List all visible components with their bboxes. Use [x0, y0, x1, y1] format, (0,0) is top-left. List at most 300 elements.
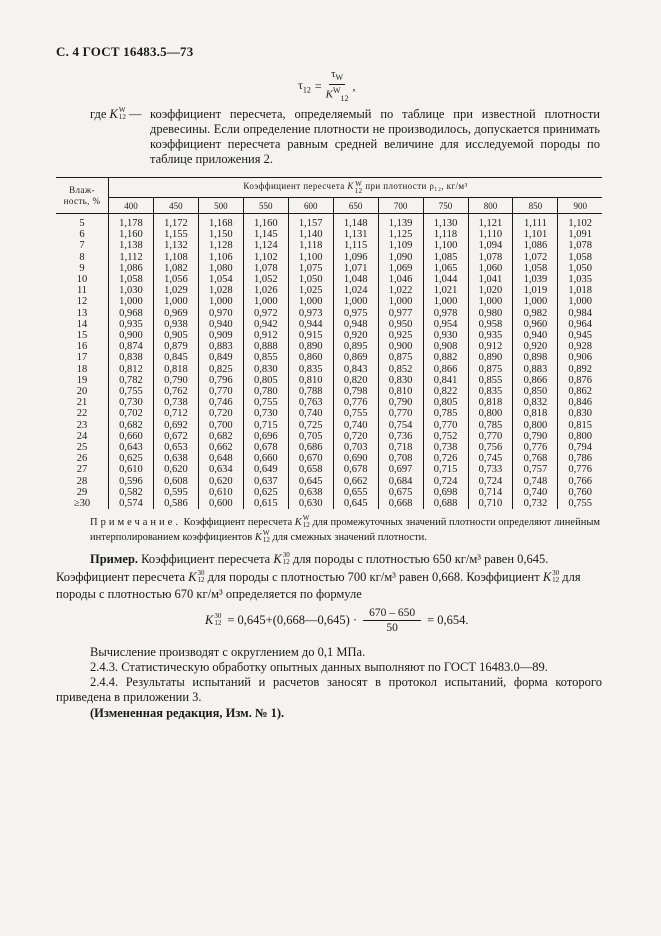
coefficient-cell: 0,805 — [243, 375, 288, 386]
page-header: С. 4 ГОСТ 16483.5—73 — [56, 44, 194, 59]
coefficient-cell: 0,796 — [198, 375, 243, 386]
humidity-cell: 14 — [76, 318, 88, 330]
coefficient-cell: 1,041 — [468, 274, 513, 285]
humidity-cell: 23 — [76, 419, 88, 431]
coefficient-cell: 1,029 — [153, 285, 198, 296]
coefficient-cell: 0,830 — [378, 375, 423, 386]
coefficient-cell: 0,720 — [333, 431, 378, 442]
coefficient-cell: 0,625 — [109, 453, 154, 464]
coefficient-cell: 1,000 — [423, 296, 468, 307]
coefficient-cell: 0,866 — [423, 364, 468, 375]
coefficient-cell: 0,662 — [333, 476, 378, 487]
coefficient-cell: 1,000 — [243, 296, 288, 307]
humidity-cell: 25 — [76, 442, 88, 454]
formula-fraction: $\frac{\tau_W}{K^W_{12}}$ — [325, 68, 349, 104]
coefficient-cell: 0,780 — [243, 386, 288, 397]
coefficient-cell: 0,655 — [333, 487, 378, 498]
coefficient-cell: 0,705 — [288, 431, 333, 442]
coefficient-cell: 1,020 — [468, 285, 513, 296]
density-column-header: 400 — [109, 198, 154, 214]
coefficient-cell: 1,065 — [423, 263, 468, 274]
table-row — [56, 263, 602, 274]
coefficient-cell: 1,072 — [513, 252, 558, 263]
coefficient-cell: 0,686 — [288, 442, 333, 453]
coefficient-cell: 1,132 — [153, 240, 198, 251]
coefficient-cell: 0,879 — [153, 341, 198, 352]
coefficient-cell: 0,610 — [198, 487, 243, 498]
coefficient-cell: 0,662 — [198, 442, 243, 453]
coefficient-cell: 0,954 — [423, 319, 468, 330]
coefficient-cell: 1,086 — [109, 263, 154, 274]
coefficient-cell: 1,160 — [109, 229, 154, 240]
table-row — [56, 341, 602, 352]
table-row — [56, 364, 602, 375]
coefficient-cell: 0,786 — [558, 453, 602, 464]
coefficient-cell: 1,050 — [558, 263, 602, 274]
coefficient-cell: 0,869 — [333, 352, 378, 363]
coefficient-cell: 1,060 — [468, 263, 513, 274]
coefficient-cell: 0,660 — [243, 453, 288, 464]
coefficient-cell: 0,730 — [109, 397, 154, 408]
coefficient-cell: 0,684 — [378, 476, 423, 487]
coefficient-cell: 0,712 — [153, 408, 198, 419]
amendment-note: (Измененная редакция, Изм. № 1). — [90, 706, 285, 720]
coefficient-cell: 0,982 — [513, 308, 558, 319]
formula-lhs: $\tau_{12}$ — [298, 78, 311, 95]
coefficient-cell: 1,056 — [153, 274, 198, 285]
coefficient-cell: 1,082 — [153, 263, 198, 274]
humidity-cell: 22 — [76, 408, 88, 420]
coefficient-cell: 1,138 — [109, 240, 154, 251]
coefficient-cell: 0,855 — [468, 375, 513, 386]
coefficient-cell: 0,940 — [513, 330, 558, 341]
humidity-cell: 27 — [76, 464, 88, 476]
coefficient-cell: 0,714 — [468, 487, 513, 498]
coefficient-cell: 0,682 — [109, 420, 154, 431]
coefficient-cell: 0,696 — [243, 431, 288, 442]
coefficient-cell: 0,925 — [378, 330, 423, 341]
coefficient-cell: 1,131 — [333, 229, 378, 240]
coefficient-cell: 0,900 — [109, 330, 154, 341]
coefficient-cell: 0,702 — [109, 408, 154, 419]
coefficient-cell: 1,048 — [333, 274, 378, 285]
coefficient-cell: 0,883 — [513, 364, 558, 375]
density-column-header: 750 — [423, 198, 468, 214]
coefficient-cell: 1,018 — [558, 285, 602, 296]
coefficient-cell: 0,658 — [288, 464, 333, 475]
coefficient-cell: 0,755 — [243, 397, 288, 408]
coefficient-cell: 1,000 — [153, 296, 198, 307]
formula-tau: $\tau_{12}$ = $\frac{\tau_W}{K^W_{12}}$ , — [298, 68, 356, 104]
density-column-header: 800 — [468, 198, 513, 214]
coefficient-cell: 0,668 — [378, 498, 423, 509]
coefficient-cell: 0,794 — [558, 442, 602, 453]
coefficient-cell: 0,638 — [288, 487, 333, 498]
coefficient-cell: 1,078 — [558, 240, 602, 251]
coefficient-cell: 1,124 — [243, 240, 288, 251]
humidity-cell: 12 — [76, 296, 88, 308]
coefficient-cell: 0,726 — [423, 453, 468, 464]
example-line-1: Пример. Коэффициент пересчета K 30 12 для породы с плотностью 650 кг/м³ равен 0,645. — [90, 551, 549, 566]
table-row — [56, 464, 602, 475]
humidity-cell: ≥30 — [73, 498, 91, 510]
humidity-cell: 26 — [76, 453, 88, 465]
coefficient-cell: 1,000 — [558, 296, 602, 307]
humidity-cell: 17 — [76, 352, 88, 364]
humidity-cell: 5 — [79, 218, 85, 229]
humidity-cell: 21 — [76, 397, 88, 409]
coefficient-cell: 1,140 — [288, 229, 333, 240]
coefficient-cell: 1,100 — [423, 240, 468, 251]
clause-2-4-3: 2.4.3. Статистическую обработку опытных данных выполняют по ГОСТ 16483.0—89. — [90, 660, 548, 674]
coefficient-cell: 0,968 — [109, 308, 154, 319]
coefficient-cell: 0,740 — [333, 420, 378, 431]
coefficient-cell: 0,909 — [198, 330, 243, 341]
coefficient-cell: 0,818 — [468, 397, 513, 408]
coefficient-cell: 1,106 — [198, 252, 243, 263]
coefficient-cell: 0,620 — [153, 464, 198, 475]
coefficient-cell: 0,812 — [109, 364, 154, 375]
density-column-header: 450 — [153, 198, 198, 214]
coefficient-cell: 0,830 — [558, 408, 602, 419]
coefficient-cell: 1,030 — [109, 285, 154, 296]
coefficient-cell: 0,972 — [243, 308, 288, 319]
coefficient-cell: 1,111 — [513, 214, 558, 230]
coefficient-cell: 0,755 — [333, 408, 378, 419]
coefficient-cell: 1,148 — [333, 214, 378, 230]
coefficient-cell: 0,782 — [109, 375, 154, 386]
table-row — [56, 308, 602, 319]
coefficient-cell: 0,810 — [288, 375, 333, 386]
coefficient-header: Коэффициент пересчета K W 12 при плотности ρ₁₂, кг/м³ — [109, 178, 603, 198]
humidity-cell: 18 — [76, 363, 88, 375]
coefficient-cell: 0,678 — [243, 442, 288, 453]
coefficient-cell: 0,866 — [513, 375, 558, 386]
table-row — [56, 285, 602, 296]
coefficient-cell: 0,625 — [243, 487, 288, 498]
humidity-cell: 24 — [76, 430, 88, 442]
table-row — [56, 274, 602, 285]
coefficient-cell: 0,960 — [513, 319, 558, 330]
coefficient-cell: 0,875 — [468, 364, 513, 375]
coefficient-cell: 0,838 — [109, 352, 154, 363]
coefficient-cell: 0,892 — [558, 364, 602, 375]
coefficient-cell: 0,860 — [288, 352, 333, 363]
coefficient-cell: 1,080 — [198, 263, 243, 274]
humidity-cell: 28 — [76, 475, 88, 487]
coefficient-cell: 1,121 — [468, 214, 513, 230]
table-row — [56, 487, 602, 498]
coefficient-cell: 0,740 — [288, 408, 333, 419]
humidity-cell: 9 — [79, 262, 85, 274]
coefficient-cell: 0,725 — [288, 420, 333, 431]
density-column-header: 500 — [198, 198, 243, 214]
coefficient-cell: 0,912 — [468, 341, 513, 352]
table-row — [56, 442, 602, 453]
coefficient-cell: 0,692 — [153, 420, 198, 431]
coefficient-cell: 0,835 — [468, 386, 513, 397]
coefficient-cell: 0,756 — [468, 442, 513, 453]
coefficient-cell: 0,762 — [153, 386, 198, 397]
coefficient-cell: 0,888 — [243, 341, 288, 352]
coefficient-cell: 0,752 — [423, 431, 468, 442]
coefficient-cell: 0,800 — [468, 408, 513, 419]
coefficient-cell: 1,019 — [513, 285, 558, 296]
density-column-header: 700 — [378, 198, 423, 214]
table-row — [56, 431, 602, 442]
coefficient-cell: 0,660 — [109, 431, 154, 442]
coefficient-cell: 1,102 — [243, 252, 288, 263]
coefficient-cell: 0,852 — [378, 364, 423, 375]
table-row — [56, 229, 602, 240]
coefficient-cell: 0,746 — [198, 397, 243, 408]
coefficient-cell: 0,855 — [243, 352, 288, 363]
coefficient-cell: 0,768 — [513, 453, 558, 464]
coefficient-cell: 1,155 — [153, 229, 198, 240]
coefficient-cell: 1,046 — [378, 274, 423, 285]
density-column-header: 900 — [558, 198, 602, 214]
coefficient-cell: 1,172 — [153, 214, 198, 230]
coefficient-cell: 1,102 — [558, 214, 602, 230]
table-row — [56, 375, 602, 386]
table-row — [56, 352, 602, 363]
humidity-cell: 20 — [76, 386, 88, 398]
coefficient-cell: 0,740 — [513, 487, 558, 498]
coefficient-cell: 0,776 — [333, 397, 378, 408]
coefficient-cell: 0,846 — [558, 397, 602, 408]
coefficient-cell: 0,950 — [378, 319, 423, 330]
coefficient-cell: 0,845 — [153, 352, 198, 363]
humidity-cell: 19 — [76, 374, 88, 386]
humidity-cell: 13 — [76, 307, 88, 319]
coefficient-cell: 0,648 — [198, 453, 243, 464]
table-row — [56, 408, 602, 419]
coefficient-cell: 0,776 — [513, 442, 558, 453]
coefficient-cell: 0,595 — [153, 487, 198, 498]
coefficient-cell: 0,745 — [468, 453, 513, 464]
coefficient-cell: 0,895 — [333, 341, 378, 352]
coefficient-cell: 0,790 — [153, 375, 198, 386]
coefficient-cell: 0,915 — [288, 330, 333, 341]
coefficient-cell: 0,724 — [468, 476, 513, 487]
coefficient-cell: 1,178 — [109, 214, 154, 230]
coefficient-cell: 1,044 — [423, 274, 468, 285]
coefficient-cell: 1,090 — [378, 252, 423, 263]
coefficient-cell: 1,035 — [558, 274, 602, 285]
table-row — [56, 420, 602, 431]
clause-2-4-4: 2.4.4. Результаты испытаний и расчетов заносят в протокол испытаний, форма которого приведена в приложении 3. — [56, 675, 602, 704]
coefficient-cell: 1,024 — [333, 285, 378, 296]
coefficient-cell: 0,738 — [423, 442, 468, 453]
coefficient-cell: 0,920 — [513, 341, 558, 352]
coefficient-cell: 0,643 — [109, 442, 154, 453]
coefficient-cell: 0,748 — [513, 476, 558, 487]
coefficient-cell: 0,820 — [333, 375, 378, 386]
coefficient-cell: 1,050 — [288, 274, 333, 285]
coefficient-cell: 0,875 — [378, 352, 423, 363]
coefficient-cell: 1,108 — [153, 252, 198, 263]
coefficient-cell: 0,935 — [468, 330, 513, 341]
coefficient-cell: 0,898 — [513, 352, 558, 363]
humidity-cell: 10 — [76, 274, 88, 286]
coefficient-cell: 0,757 — [513, 464, 558, 475]
coefficient-cell: 0,969 — [153, 308, 198, 319]
coefficient-cell: 0,805 — [423, 397, 468, 408]
table-row — [56, 498, 602, 509]
coefficient-cell: 0,964 — [558, 319, 602, 330]
table-row — [56, 397, 602, 408]
coefficient-cell: 0,596 — [109, 476, 154, 487]
coefficient-cell: 0,738 — [153, 397, 198, 408]
coefficient-cell: 0,675 — [378, 487, 423, 498]
humidity-cell: 6 — [79, 229, 85, 241]
coefficient-cell: 0,645 — [288, 476, 333, 487]
coefficient-cell: 0,980 — [468, 308, 513, 319]
density-column-header: 600 — [288, 198, 333, 214]
density-column-header: 850 — [513, 198, 558, 214]
coefficient-cell: 0,928 — [558, 341, 602, 352]
coefficient-cell: 0,938 — [153, 319, 198, 330]
coefficient-cell: 1,000 — [198, 296, 243, 307]
coefficient-cell: 0,920 — [333, 330, 378, 341]
coefficient-cell: 1,078 — [468, 252, 513, 263]
humidity-cell: 15 — [76, 330, 88, 342]
coefficient-cell: 1,022 — [378, 285, 423, 296]
coefficient-cell: 0,678 — [333, 464, 378, 475]
coefficient-cell: 0,649 — [243, 464, 288, 475]
example-line-2: Коэффициент пересчета K 30 12 для породы с плотностью 700 кг/м³ равен 0,668. Коэффициент K 30 12 для — [56, 569, 581, 584]
coefficient-cell: 0,830 — [243, 364, 288, 375]
coefficient-cell: 1,139 — [378, 214, 423, 230]
conversion-table — [56, 177, 602, 509]
coefficient-cell: 0,822 — [423, 386, 468, 397]
coefficient-cell: 0,890 — [468, 352, 513, 363]
coefficient-cell: 0,776 — [558, 464, 602, 475]
coefficient-cell: 0,876 — [558, 375, 602, 386]
coefficient-cell: 0,710 — [468, 498, 513, 509]
coefficient-cell: 0,818 — [513, 408, 558, 419]
coefficient-cell: 0,697 — [378, 464, 423, 475]
coefficient-cell: 0,620 — [198, 476, 243, 487]
table-row — [56, 330, 602, 341]
coefficient-cell: 0,978 — [423, 308, 468, 319]
table-row — [56, 453, 602, 464]
coefficient-cell: 0,770 — [468, 431, 513, 442]
coefficient-cell: 0,682 — [198, 431, 243, 442]
coefficient-cell: 0,736 — [378, 431, 423, 442]
coefficient-cell: 0,770 — [198, 386, 243, 397]
where-label: где K W 12 — — [90, 106, 142, 121]
coefficient-cell: 0,703 — [333, 442, 378, 453]
coefficient-cell: 0,634 — [198, 464, 243, 475]
coefficient-cell: 0,672 — [153, 431, 198, 442]
coefficient-cell: 1,058 — [558, 252, 602, 263]
coefficient-cell: 0,788 — [288, 386, 333, 397]
coefficient-cell: 1,078 — [243, 263, 288, 274]
coefficient-cell: 0,688 — [423, 498, 468, 509]
coefficient-cell: 0,818 — [153, 364, 198, 375]
coefficient-cell: 1,021 — [423, 285, 468, 296]
coefficient-cell: 1,028 — [198, 285, 243, 296]
coefficient-cell: 0,574 — [109, 498, 154, 509]
table-row — [56, 240, 602, 251]
coefficient-cell: 1,054 — [198, 274, 243, 285]
coefficient-cell: 0,698 — [423, 487, 468, 498]
coefficient-cell: 1,168 — [198, 214, 243, 230]
coefficient-cell: 0,763 — [288, 397, 333, 408]
coefficient-cell: 1,026 — [243, 285, 288, 296]
coefficient-cell: 1,086 — [513, 240, 558, 251]
coefficient-cell: 0,843 — [333, 364, 378, 375]
coefficient-cell: 1,112 — [109, 252, 154, 263]
coefficient-cell: 1,115 — [333, 240, 378, 251]
coefficient-cell: 0,977 — [378, 308, 423, 319]
coefficient-cell: 0,912 — [243, 330, 288, 341]
coefficient-cell: 1,071 — [333, 263, 378, 274]
coefficient-cell: 0,755 — [558, 498, 602, 509]
coefficient-cell: 0,638 — [153, 453, 198, 464]
coefficient-cell: 0,608 — [153, 476, 198, 487]
coefficient-cell: 0,715 — [243, 420, 288, 431]
coefficient-cell: 0,948 — [333, 319, 378, 330]
coefficient-cell: 1,075 — [288, 263, 333, 274]
where-description: коэффициент пересчета, определяемый по таблице при известной плотности древесины. Если определение плотности не производилось, допускается принимать коэффициент пересчета равным средней величине для исследуемой породы по таблице приложения 2. — [150, 107, 600, 166]
coefficient-cell: 0,940 — [198, 319, 243, 330]
table-row — [56, 386, 602, 397]
coefficient-cell: 1,000 — [333, 296, 378, 307]
coefficient-cell: 0,785 — [468, 420, 513, 431]
coefficient-cell: 0,798 — [333, 386, 378, 397]
coefficient-cell: 0,732 — [513, 498, 558, 509]
coefficient-cell: 0,615 — [243, 498, 288, 509]
coefficient-cell: 0,653 — [153, 442, 198, 453]
humidity-header: Влаж- ность, % — [56, 178, 109, 214]
humidity-cell: 11 — [76, 285, 88, 297]
example-line-3: породы с плотностью 670 кг/м³ определяется по формуле — [56, 587, 362, 601]
coefficient-cell: 0,600 — [198, 498, 243, 509]
table-row — [56, 296, 602, 307]
coefficient-cell: 1,000 — [109, 296, 154, 307]
coefficient-cell: 1,094 — [468, 240, 513, 251]
coefficient-cell: 1,000 — [288, 296, 333, 307]
coefficient-cell: 1,000 — [468, 296, 513, 307]
coefficient-cell: 0,770 — [378, 408, 423, 419]
coefficient-cell: 1,058 — [109, 274, 154, 285]
coefficient-cell: 0,944 — [288, 319, 333, 330]
density-column-header: 550 — [243, 198, 288, 214]
coefficient-cell: 1,101 — [513, 229, 558, 240]
coefficient-cell: 0,645 — [333, 498, 378, 509]
coefficient-cell: 0,637 — [243, 476, 288, 487]
coefficient-cell: 0,700 — [198, 420, 243, 431]
table-row — [56, 319, 602, 330]
density-header-row — [56, 198, 602, 214]
coefficient-cell: 1,091 — [558, 229, 602, 240]
coefficient-cell: 0,720 — [198, 408, 243, 419]
coefficient-cell: 1,160 — [243, 214, 288, 230]
coefficient-cell: 0,890 — [288, 341, 333, 352]
humidity-cell: 8 — [79, 251, 85, 263]
coefficient-cell: 0,766 — [558, 476, 602, 487]
coefficient-cell: 1,130 — [423, 214, 468, 230]
coefficient-cell: 1,096 — [333, 252, 378, 263]
coefficient-cell: 0,586 — [153, 498, 198, 509]
coefficient-cell: 0,715 — [423, 464, 468, 475]
coefficient-cell: 0,905 — [153, 330, 198, 341]
coefficient-cell: 1,100 — [288, 252, 333, 263]
coefficient-cell: 0,958 — [468, 319, 513, 330]
coefficient-cell: 0,874 — [109, 341, 154, 352]
